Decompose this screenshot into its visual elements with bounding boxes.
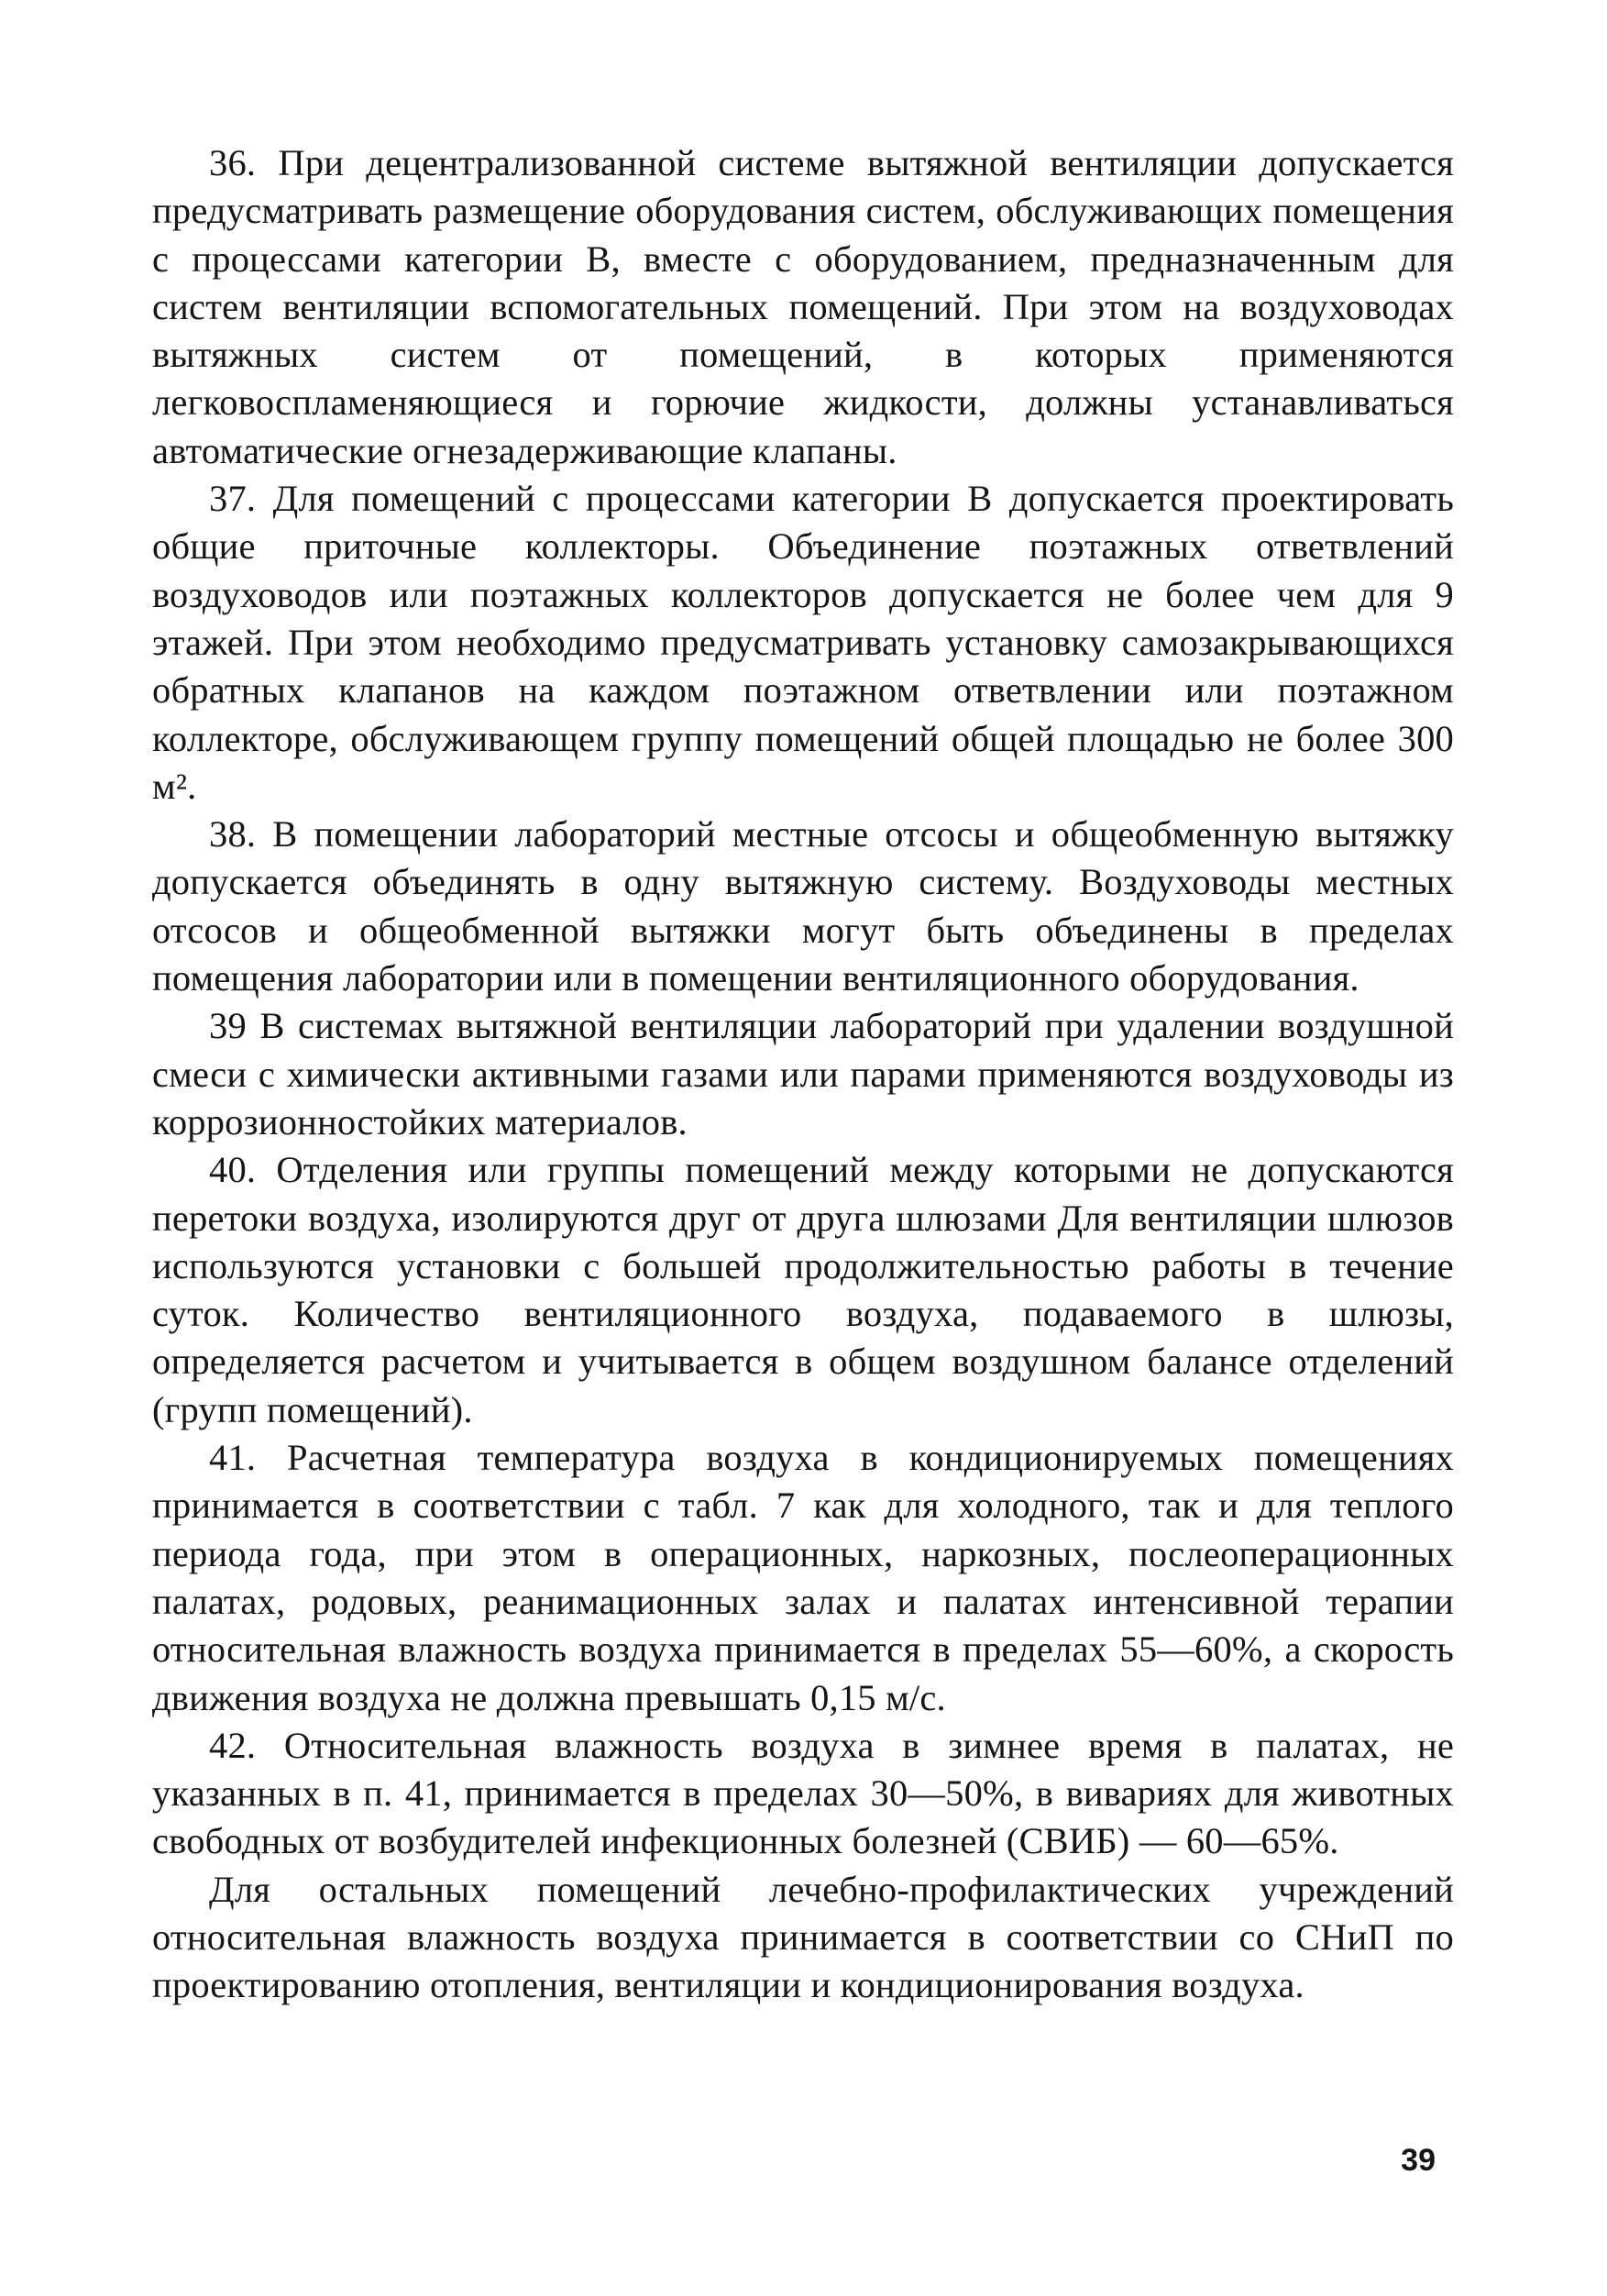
paragraph-item-41: 41. Расчетная температура воздуха в кондиционируемых помещениях принимается в соответствии с табл. 7 как для холодного, так и для теплого периода года, при этом в операционных, наркозных, послеоперационных палатах, родовых, реанимационных залах и палатах интенсивной терапии относительная влажность воздуха принимается в пределах 55—60%, а скорость движения воздуха не должна превышать 0,15 м/с. <box>152 1437 1454 1718</box>
paragraph-item-42: 42. Относительная влажность воздуха в зимнее время в палатах, не указанных в п. 41, принимается в пределах 30—50%, в вивариях для животных свободных от возбудителей инфекционных болезней (СВИБ) — 60—65%. <box>152 1724 1454 1862</box>
paragraph-item-36: 36. При децентрализованной системе вытяжной вентиляции допускается предусматривать размещение оборудования систем, обслуживающих помещения с процессами категории В, вместе с оборудованием, предназначенным для систем вентиляции вспомогательных помещений. При этом на воздуховодах вытяжных систем от помещений, в которых применяются легковоспламеняющиеся и горючие жидкости, должны устанавливаться автоматические огнезадерживающие клапаны. <box>152 142 1454 471</box>
document-page <box>152 139 1454 2010</box>
paragraph-item-closing: Для остальных помещений лечебно-профилактических учреждений относительная влажность воздуха принимается в соответствии со СНиП по проектированию отопления, вентиляции и кондиционирования воздуха. <box>152 1868 1454 2006</box>
paragraph-item-39: 39 В системах вытяжной вентиляции лабораторий при удалении воздушной смеси с химически активными газами или парами применяются воздуховоды из коррозионностойких материалов. <box>152 1005 1454 1142</box>
paragraph-item-38: 38. В помещении лабораторий местные отсосы и общеобменную вытяжку допускается объединять в одну вытяжную систему. Воздуховоды местных отсосов и общеобменной вытяжки могут быть объединены в пределах помещения лаборатории или в помещении вентиляционного оборудования. <box>152 813 1454 999</box>
paragraph-item-40: 40. Отделения или группы помещений между которыми не допускаются перетоки воздуха, изолируются друг от друга шлюзами Для вентиляции шлюзов используются установки с большей продолжительностью работы в течение суток. Количество вентиляционного воздуха, подаваемого в шлюзы, определяется расчетом и учитывается в общем воздушном балансе отделений (групп помещений). <box>152 1149 1454 1430</box>
page-number: 39 <box>1401 2143 1436 2178</box>
paragraph-item-37: 37. Для помещений с процессами категории В допускается проектировать общие приточные коллекторы. Объединение поэтажных ответвлений воздуховодов или поэтажных коллекторов допускается не более чем для 9 этажей. При этом необходимо предусматривать установку самозакрывающихся обратных клапанов на каждом поэтажном ответвлении или поэтажном коллекторе, обслуживающем группу помещений общей площадью не более 300 м². <box>152 478 1454 807</box>
